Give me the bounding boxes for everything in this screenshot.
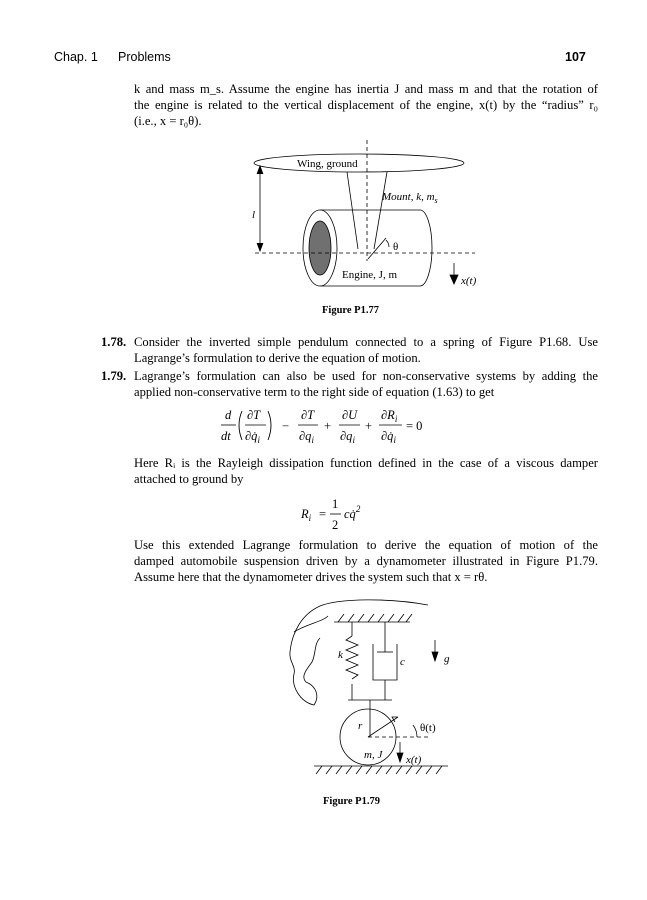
gravity-g-label: g [444,653,450,665]
theta-t-label: θ(t) [420,722,436,734]
problem-178-line-2: Lagrange’s formulation to derive the equation of motion. [134,351,421,366]
figure-p177-engine-mount [240,136,490,296]
xt-arrow-icon [450,275,458,284]
rayleigh-line-1: Here Rᵢ is the Rayleigh dissipation function defined in the case of a viscous damper [134,456,598,470]
svg-text:Ri: $R_i$ [301,507,312,523]
svg-text:dt: dt [221,429,231,443]
extended-line-1: Use this extended Lagrange formulation to derive the equation of motion of the [134,538,598,552]
engine-label: Engine, J, m [342,269,397,281]
wing-ground-label: Wing, ground [297,158,358,170]
svg-text:∂q̇i: $\partial q̇_i$ [381,429,396,445]
length-label: l [252,209,256,221]
wheel-xt-arrow-icon [397,753,403,762]
bottom-ground-hatch [316,766,442,774]
problem-179-line-1: Lagrange’s formulation can also be used for non-conservative systems by adding the [134,369,598,383]
theta-arc-wheel [413,725,417,737]
page-number: 107 [565,50,586,64]
problem-179-text [134,368,598,400]
wing-ellipse [254,154,464,172]
length-arrow-up [257,166,263,174]
extended-line-2: damped automobile suspension driven by a dynamometer illustrated in Figure P1.79. [134,554,598,569]
theta-arc [386,240,389,247]
svg-text:1: 1 [332,497,339,511]
right-paren [268,411,271,440]
car-body-outline [290,600,428,705]
xt-label: x(t) [461,275,477,287]
mass-inertia-label: m, J [364,749,383,761]
radius-r-label: r [358,720,363,732]
spring-coils [346,636,358,679]
svg-text:cq̇2: cq̇$^2$ [344,504,361,521]
svg-text:d: d [225,408,232,422]
intro-paragraph [134,81,598,130]
svg-text:∂Ri: $\partial R_i$ [381,408,398,424]
left-paren [239,411,242,440]
svg-text:+: + [365,419,373,433]
lagrange-equation [220,402,470,450]
svg-text:∂T: ∂T [247,408,261,422]
svg-text:∂T: ∂T [301,408,315,422]
extended-line-3: Assume here that the dynamometer drives the system such that x = rθ. [134,570,488,585]
problem-179-line-2: applied non-conservative term to the right side of equation (1.63) to get [134,385,495,400]
rayleigh-line-2: attached to ground by [134,472,244,487]
length-arrow-down [257,243,263,251]
mount-label: Mount, k, $m_s$ [382,191,438,205]
intro-line-3: (i.e., x = r₀θ). [134,114,202,129]
mount-left-line [347,172,358,249]
damper-c-label: c [400,656,405,668]
rotation-arm [368,238,386,259]
intro-line-1: k and mass m_s. Assume the engine has inertia J and mass m and that the rotation of [134,82,598,96]
chapter-label: Chap. 1 [54,50,98,64]
extended-lagrange-paragraph [134,537,598,586]
mount-right-line [374,172,387,249]
top-ground-hatch [338,614,412,622]
cylinder-right-edge [420,210,432,286]
rayleigh-paragraph [134,455,598,487]
wheel-xt-label: x(t) [406,754,422,766]
svg-text:+: + [324,419,332,433]
svg-text:∂qi: $\partial q_i$ [299,429,314,445]
problem-178-number: 1.78. [101,335,127,349]
figure-p179-suspension [280,592,470,790]
engine-shaded-hub [309,221,331,275]
problem-179-number: 1.79. [101,369,127,383]
gravity-arrow-icon [432,652,438,661]
problem-178-line-1: Consider the inverted simple pendulum connected to a spring of Figure P1.68. Use [134,335,598,349]
svg-text:= 0: = 0 [406,419,423,433]
intro-line-2: the engine is related to the vertical displacement of the engine, x(t) by the “radius” r₀ [134,98,598,113]
theta-label: θ [393,241,399,253]
section-label: Problems [118,50,171,64]
problem-178-text [134,334,598,366]
figure-p177-caption: Figure P1.77 [322,305,379,316]
svg-text:=: = [319,507,327,521]
svg-text:∂U: ∂U [342,408,358,422]
svg-text:−: − [282,419,290,433]
svg-text:2: 2 [332,518,339,532]
rayleigh-equation [300,494,380,534]
spring-k-label: k [338,649,343,661]
svg-text:∂q̇i: $\partial q̇_i$ [245,429,260,445]
figure-p179-caption: Figure P1.79 [323,796,380,807]
svg-text:∂qi: $\partial q_i$ [340,429,355,445]
